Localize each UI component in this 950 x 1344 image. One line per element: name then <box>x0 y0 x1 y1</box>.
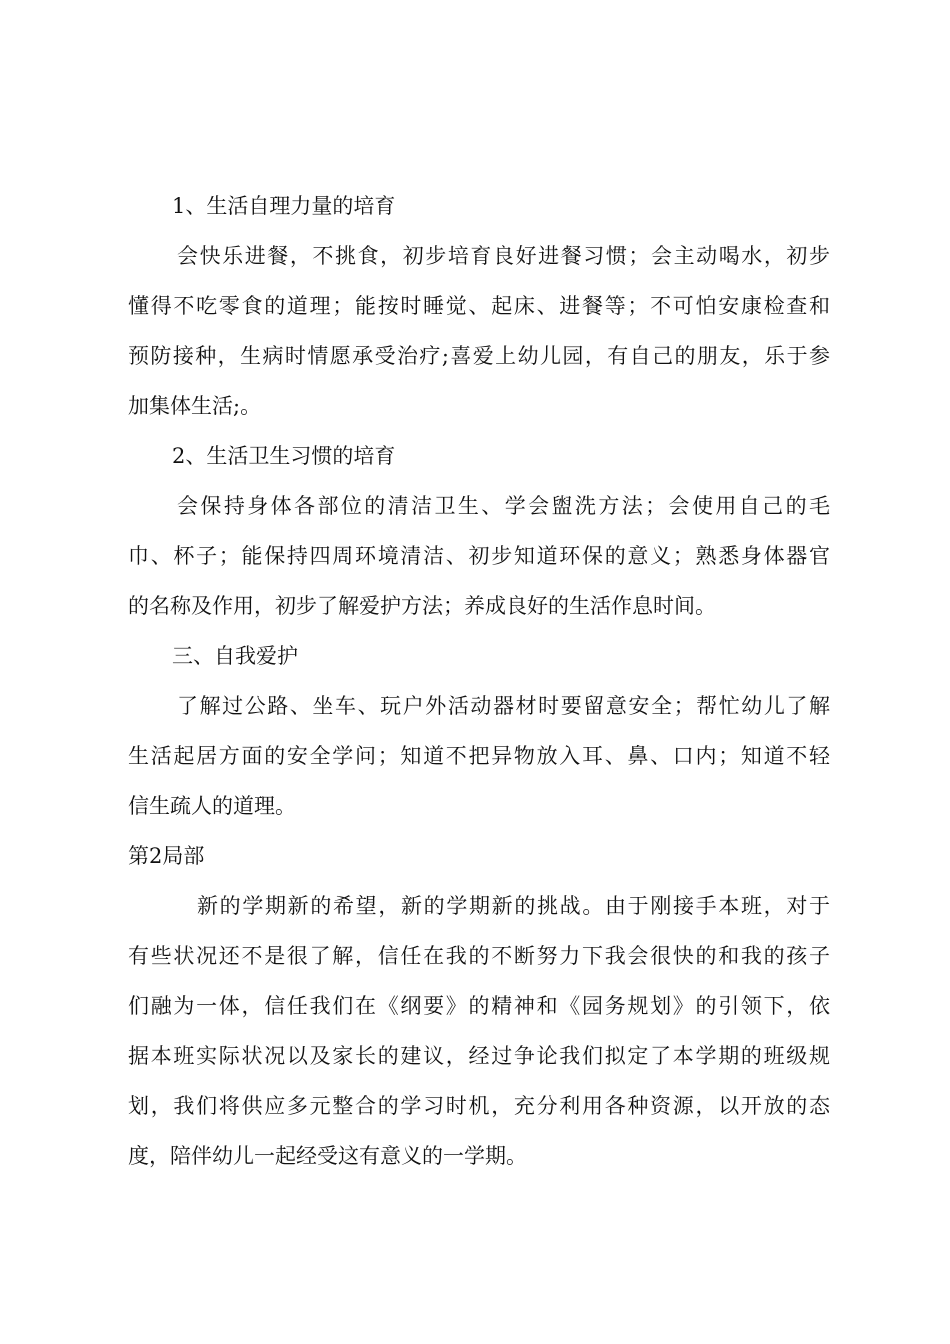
paragraph-line: 会快乐进餐，不挑食，初步培育良好进餐习惯；会主动喝水，初步 <box>177 244 830 268</box>
part-heading: 第2局部 <box>128 844 205 868</box>
section-heading-self-care: 1、生活自理力量的培育 <box>172 194 396 218</box>
section-heading-self-protection: 三、自我爱护 <box>172 644 298 668</box>
paragraph-line: 度，陪伴幼儿一起经受这有意义的一学期。 <box>128 1144 527 1168</box>
paragraph-line: 据本班实际状况以及家长的建议，经过争论我们拟定了本学期的班级规 <box>128 1044 830 1068</box>
paragraph-line: 们融为一体，信任我们在《纲要》的精神和《园务规划》的引领下，依 <box>128 994 830 1018</box>
paragraph-line: 懂得不吃零食的道理；能按时睡觉、起床、进餐等；不可怕安康检查和 <box>128 294 830 318</box>
paragraph-line: 生活起居方面的安全学问；知道不把异物放入耳、鼻、口内；知道不轻 <box>128 744 830 768</box>
paragraph-line: 加集体生活;。 <box>128 394 262 418</box>
section-heading-hygiene: 2、生活卫生习惯的培育 <box>172 444 396 468</box>
paragraph-line: 新的学期新的希望，新的学期新的挑战。由于刚接手本班，对于 <box>197 894 830 918</box>
paragraph-line: 了解过公路、坐车、玩户外活动器材时要留意安全；帮忙幼儿了解 <box>177 694 830 718</box>
paragraph-line: 信生疏人的道理。 <box>128 794 296 818</box>
paragraph-line: 预防接种，生病时情愿承受治疗;喜爱上幼儿园，有自己的朋友，乐于参 <box>128 344 830 368</box>
paragraph-line: 有些状况还不是很了解，信任在我的不断努力下我会很快的和我的孩子 <box>128 944 830 968</box>
paragraph-line: 的名称及作用，初步了解爱护方法；养成良好的生活作息时间。 <box>128 594 716 618</box>
paragraph-line: 会保持身体各部位的清洁卫生、学会盥洗方法；会使用自己的毛 <box>177 494 830 518</box>
paragraph-line: 巾、杯子；能保持四周环境清洁、初步知道环保的意义；熟悉身体器官 <box>128 544 830 568</box>
paragraph-line: 划，我们将供应多元整合的学习时机，充分利用各种资源，以开放的态 <box>128 1094 830 1118</box>
